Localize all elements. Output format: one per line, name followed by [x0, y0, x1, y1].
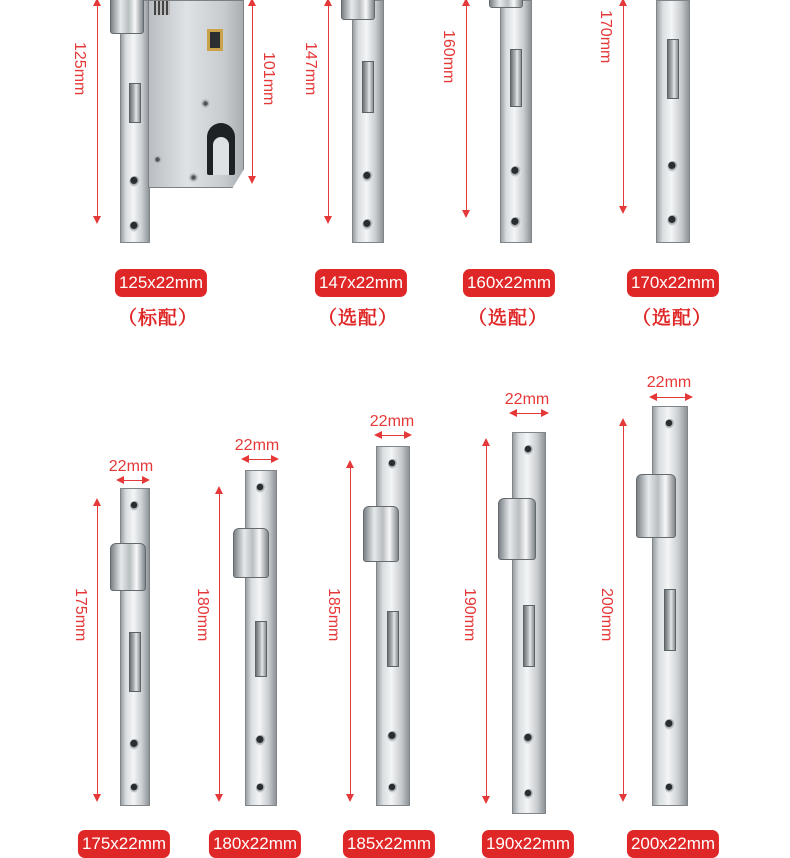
height-label: 147mm: [302, 42, 319, 96]
screw-hole: [388, 783, 398, 793]
screw-hole: [668, 161, 679, 172]
height-label: 190mm: [461, 588, 478, 642]
faceplate-147: [352, 0, 384, 243]
latch-bolt: [363, 506, 399, 562]
screw-hole: [130, 501, 140, 511]
screw-hole: [511, 166, 522, 177]
measure-line-185: [350, 462, 351, 800]
screw-hole: [130, 176, 141, 187]
spindle-hole: [207, 29, 223, 51]
height-label: 170mm: [597, 10, 614, 64]
size-badge-190: 190x22mm: [482, 830, 574, 858]
case-screw: [201, 99, 210, 108]
latch-bolt: [110, 0, 144, 34]
screw-hole: [665, 419, 675, 429]
screw-hole: [256, 735, 267, 746]
screw-hole: [363, 171, 374, 182]
screw-hole: [524, 789, 534, 799]
height-label: 160mm: [440, 30, 457, 84]
measure-line-101: [252, 0, 253, 182]
faceplate-160: [500, 0, 532, 243]
size-badge-180: 180x22mm: [209, 830, 301, 858]
config-label-160: （选配）: [467, 308, 549, 329]
config-label-147: （选配）: [317, 308, 399, 329]
measure-line-180: [219, 488, 220, 800]
width-label: 22mm: [108, 458, 154, 475]
size-badge-170: 170x22mm: [627, 269, 719, 297]
strike-slot: [667, 39, 679, 99]
strike-slot: [523, 605, 535, 667]
screw-hole: [363, 219, 374, 230]
size-badge-175: 175x22mm: [78, 830, 170, 858]
size-badge-185: 185x22mm: [343, 830, 435, 858]
measure-line-125: [97, 0, 98, 222]
screw-hole: [388, 459, 398, 469]
screw-hole: [130, 783, 140, 793]
width-label: 22mm: [234, 437, 280, 454]
width-label: 22mm: [504, 391, 550, 408]
measure-line-175: [97, 500, 98, 800]
lock-case: [148, 0, 244, 188]
faceplate-175: [120, 488, 150, 806]
size-badge-160: 160x22mm: [463, 269, 555, 297]
measure-line-170: [623, 0, 624, 212]
strike-slot: [129, 83, 141, 123]
screw-hole: [130, 221, 141, 232]
height-label: 200mm: [598, 588, 615, 642]
latch-bolt: [341, 0, 375, 20]
faceplate-125: [120, 0, 150, 243]
cylinder-cutout: [207, 123, 235, 175]
screw-hole: [256, 483, 266, 493]
config-label-125: （标配）: [117, 308, 199, 329]
width-label: 22mm: [369, 413, 415, 430]
latch-bolt: [498, 498, 536, 560]
width-line: [243, 459, 277, 460]
screw-hole: [665, 719, 676, 730]
latch-bolt: [489, 0, 523, 8]
screw-hole: [668, 215, 679, 226]
screw-hole: [130, 739, 141, 750]
screw-hole: [524, 733, 535, 744]
strike-slot: [362, 61, 374, 113]
inner-height-label: 101mm: [260, 52, 277, 106]
config-label-170: （选配）: [631, 308, 713, 329]
faceplate-180: [245, 470, 277, 806]
width-line: [651, 397, 691, 398]
measure-line-190: [486, 440, 487, 802]
screw-hole: [256, 783, 266, 793]
height-label: 175mm: [72, 588, 89, 642]
latch-bolt: [636, 474, 676, 538]
faceplate-200: [652, 406, 688, 806]
measure-line-160: [466, 0, 467, 216]
measure-line-200: [623, 420, 624, 800]
latch-bolt: [110, 543, 146, 591]
latch-bolt: [233, 528, 269, 578]
width-line: [511, 413, 547, 414]
height-label: 180mm: [194, 588, 211, 642]
screw-hole: [665, 783, 675, 793]
height-label: 185mm: [325, 588, 342, 642]
spring: [154, 1, 170, 15]
faceplate-190: [512, 432, 546, 814]
faceplate-170: [656, 0, 690, 243]
faceplate-185: [376, 446, 410, 806]
size-badge-125: 125x22mm: [115, 269, 207, 297]
size-badge-147: 147x22mm: [315, 269, 407, 297]
screw-hole: [524, 445, 534, 455]
width-line: [376, 435, 410, 436]
size-badge-200: 200x22mm: [627, 830, 719, 858]
strike-slot: [510, 49, 522, 107]
width-line: [118, 480, 148, 481]
width-label: 22mm: [646, 374, 692, 391]
case-screw: [153, 155, 162, 164]
height-label: 125mm: [71, 42, 88, 96]
strike-slot: [387, 611, 399, 667]
strike-slot: [129, 632, 141, 692]
strike-slot: [664, 589, 676, 651]
case-screw: [189, 173, 198, 182]
screw-hole: [511, 217, 522, 228]
screw-hole: [388, 731, 399, 742]
strike-slot: [255, 621, 267, 677]
measure-line-147: [328, 0, 329, 222]
